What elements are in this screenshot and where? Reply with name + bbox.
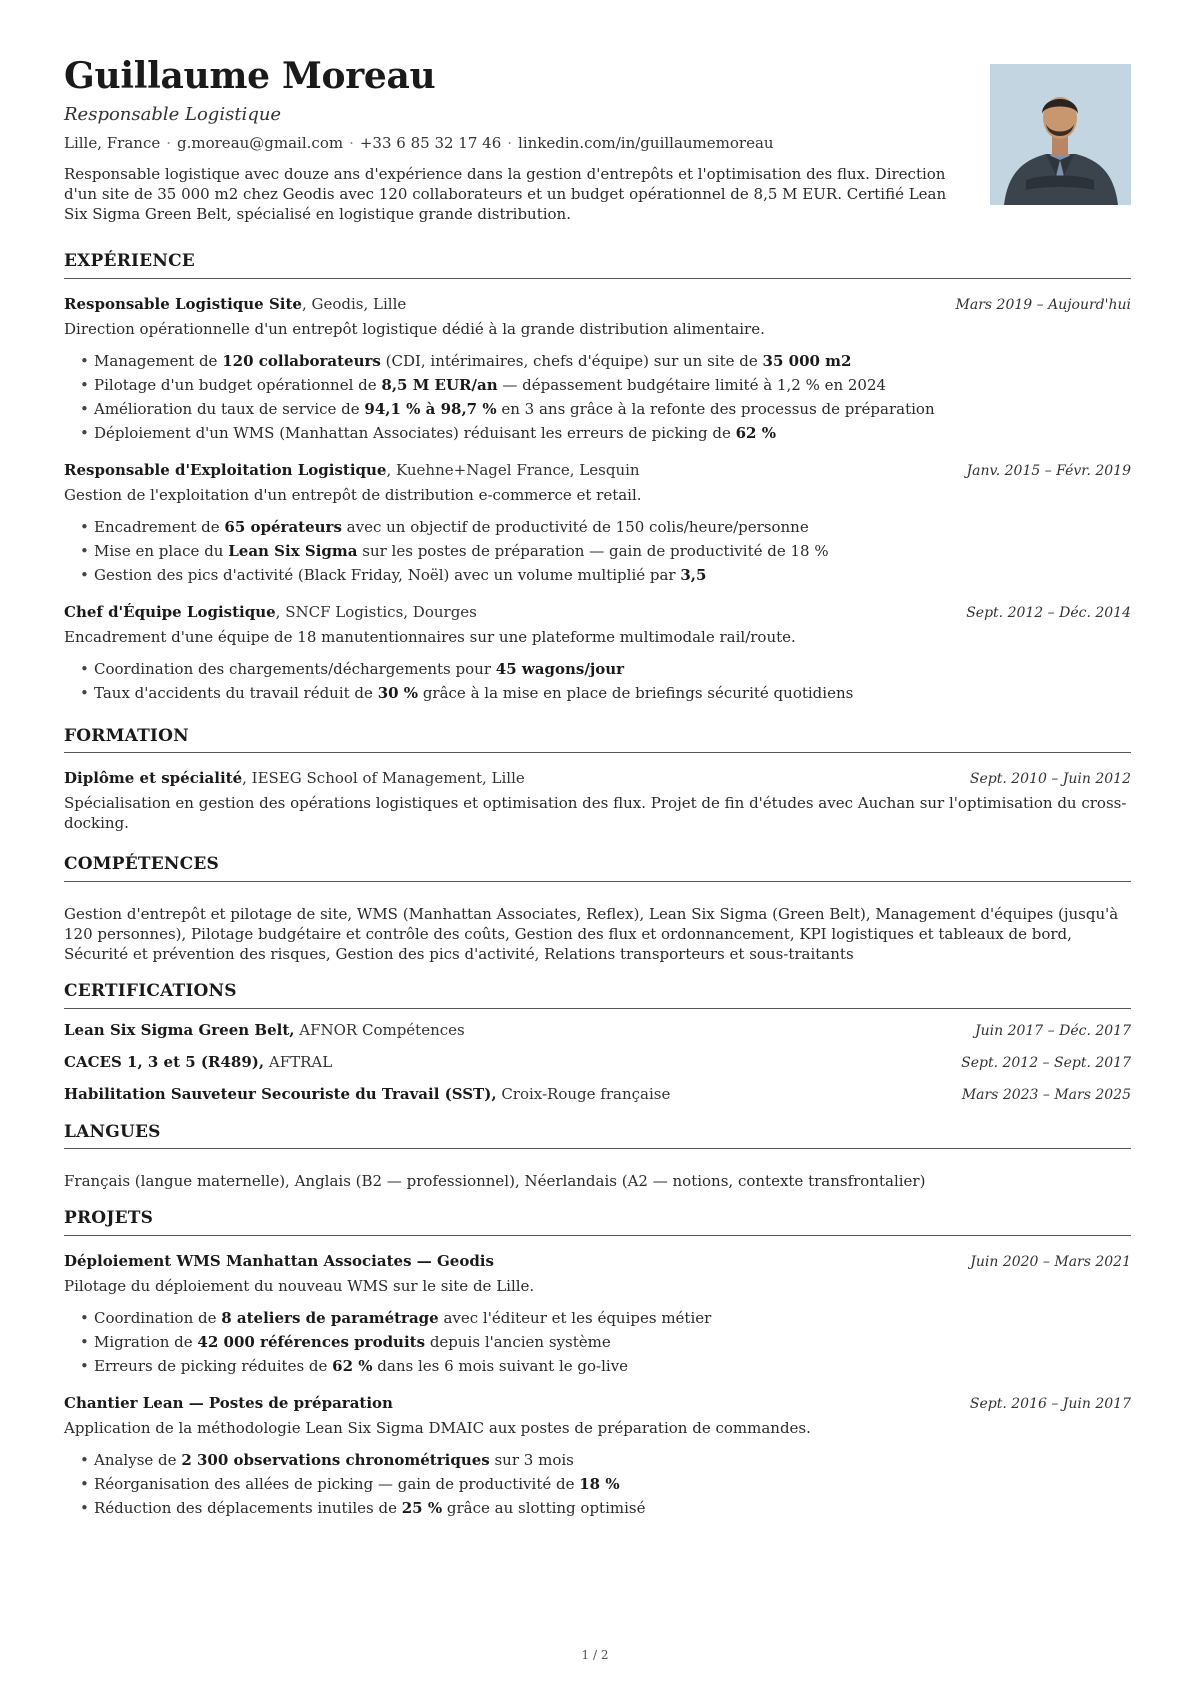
education-entries — [64, 768, 1131, 833]
entry-heading — [64, 1251, 494, 1271]
bullet-text: Coordination des chargements/déchargements pour — [94, 659, 496, 678]
contact-line — [64, 134, 1131, 152]
certification-entries — [64, 1020, 1131, 1105]
bullet-highlight: 65 opérateurs — [224, 517, 342, 536]
entry-header — [64, 1393, 1131, 1414]
bullet-item — [80, 349, 1131, 373]
bullet-highlight: 8,5 M EUR/an — [381, 375, 498, 394]
page-number: 1 / 2 — [581, 1648, 609, 1662]
entry-role: Responsable d'Exploitation Logistique — [64, 460, 387, 479]
entry-bullets — [80, 515, 1131, 587]
bullet-item — [80, 1472, 1131, 1496]
languages-heading: LANGUES — [64, 1123, 1131, 1150]
bullet-highlight: 2 300 observations chronométriques — [181, 1451, 490, 1470]
entry-header — [64, 294, 1131, 315]
bullet-text: Taux d'accidents du travail réduit de — [94, 683, 378, 702]
bullet-text: sur les postes de préparation — gain de productivité de 18 % — [357, 541, 829, 560]
bullet-text: avec un objectif de productivité de 150 colis/heure/personne — [341, 517, 809, 536]
certification-issuer: AFNOR Compétences — [294, 1020, 465, 1039]
bullet-highlight: Lean Six Sigma — [228, 541, 358, 560]
bullet-item — [80, 1448, 1131, 1472]
bullet-highlight: 18 % — [579, 1475, 620, 1494]
bullet-highlight: 45 wagons/jour — [495, 659, 625, 678]
bullet-highlight: 94,1 % à 98,7 % — [364, 399, 497, 418]
resume-page — [64, 55, 1131, 1520]
certification-entry — [64, 1084, 1131, 1105]
languages-text: Français (langue maternelle), Anglais (B2 — professionnel), Néerlandais (A2 — notions, contexte transfrontalier) — [64, 1172, 926, 1191]
bullet-text: — dépassement budgétaire limité à 1,2 % en 2024 — [497, 375, 887, 394]
skills-section — [64, 855, 1131, 964]
bullet-text: (CDI, intérimaires, chefs d'équipe) sur un site de — [380, 351, 763, 370]
entry-bullets — [80, 349, 1131, 445]
entry-role: Diplôme et spécialité — [64, 769, 243, 788]
bullet-item — [80, 1354, 1131, 1378]
certification-name: Habilitation Sauveteur Secouriste du Travail (SST), — [64, 1084, 497, 1103]
projects-section — [64, 1209, 1131, 1520]
project-entries — [64, 1251, 1131, 1520]
entry-organization: , SNCF Logistics, Dourges — [275, 602, 477, 621]
bullet-item — [80, 681, 1131, 705]
experience-heading: EXPÉRIENCE — [64, 252, 1131, 279]
contact-separator: · — [507, 134, 513, 152]
entry-date: Janv. 2015 – Févr. 2019 — [966, 462, 1131, 479]
bullet-highlight: 25 % — [401, 1499, 443, 1518]
bullet-text: sur 3 mois — [489, 1451, 574, 1470]
bullet-item — [80, 1496, 1131, 1520]
entry-heading — [64, 768, 525, 788]
bullet-item — [80, 421, 1131, 445]
certification-name: Lean Six Sigma Green Belt, — [64, 1020, 295, 1039]
certification-date: Sept. 2012 – Sept. 2017 — [961, 1054, 1131, 1071]
bullet-text: Réorganisation des allées de picking — gain de productivité de — [94, 1475, 580, 1494]
entry-bullets — [80, 1306, 1131, 1378]
education-heading: FORMATION — [64, 727, 1131, 754]
entry-bullets — [80, 1448, 1131, 1520]
entry-date: Sept. 2012 – Déc. 2014 — [966, 604, 1131, 621]
entry-organization: , Geodis, Lille — [301, 294, 407, 313]
bullet-text: grâce au slotting optimisé — [442, 1499, 646, 1518]
entry-role: Chef d'Équipe Logistique — [64, 602, 276, 621]
bullet-text: Coordination de — [94, 1309, 222, 1328]
entry-description: Pilotage du déploiement du nouveau WMS sur le site de Lille. — [64, 1277, 535, 1296]
job-title: Responsable Logistique — [64, 104, 282, 125]
entry-role: Déploiement WMS Manhattan Associates — Geodis — [64, 1252, 494, 1271]
contact-item: g.moreau@gmail.com — [177, 134, 344, 152]
profile-photo — [990, 64, 1131, 205]
skills-text: Gestion d'entrepôt et pilotage de site, WMS (Manhattan Associates, Reflex), Lean Six Sigma (Green Belt), Management d'équipes (jusqu'à 120 personnes), Pilotage budgétaire et contrôle des coûts, Gestion des flux et ordonnancement, KPI logistiques et tableaux de bord, Sécurité et prévention des risques, Gestion des pics d'activité, Relations transporteurs et sous-traitants — [64, 905, 1119, 964]
bullet-text: grâce à la mise en place de briefings sécurité quotidiens — [418, 683, 854, 702]
bullet-item — [80, 539, 1131, 563]
bullet-text: depuis l'ancien système — [425, 1333, 611, 1352]
project-entry — [64, 1251, 1131, 1378]
entry-date: Mars 2019 – Aujourd'hui — [955, 296, 1131, 313]
bullet-highlight: 120 collaborateurs — [222, 351, 381, 370]
entry-description: Direction opérationnelle d'un entrepôt logistique dédié à la grande distribution alimentaire. — [64, 319, 765, 338]
contact-item: linkedin.com/in/guillaumemoreau — [518, 134, 774, 152]
bullet-text: dans les 6 mois suivant le go-live — [372, 1357, 629, 1376]
bullet-highlight: 8 ateliers de paramétrage — [221, 1309, 439, 1328]
entry-header — [64, 602, 1131, 623]
bullet-text: avec l'éditeur et les équipes métier — [438, 1309, 712, 1328]
certification-date: Mars 2023 – Mars 2025 — [961, 1086, 1131, 1103]
certification-issuer: Croix-Rouge française — [496, 1084, 671, 1103]
entry-date: Sept. 2016 – Juin 2017 — [969, 1396, 1131, 1413]
entry-heading — [64, 602, 477, 622]
bullet-item — [80, 1306, 1131, 1330]
experience-entry — [64, 602, 1131, 705]
experience-entries — [64, 294, 1131, 705]
bullet-text: Migration de — [94, 1333, 198, 1352]
entry-description: Application de la méthodologie Lean Six Sigma DMAIC aux postes de préparation de commandes. — [64, 1419, 811, 1438]
education-section — [64, 727, 1131, 834]
certifications-section — [64, 982, 1131, 1105]
bullet-text: Pilotage d'un budget opérationnel de — [94, 375, 382, 394]
bullet-item — [80, 563, 1131, 587]
certification-date: Juin 2017 – Déc. 2017 — [975, 1022, 1131, 1039]
bullet-text: Encadrement de — [94, 517, 225, 536]
contact-separator: · — [349, 134, 354, 152]
bullet-item — [80, 515, 1131, 539]
profile-summary: Responsable logistique avec douze ans d'expérience dans la gestion d'entrepôts et l'optimisation des flux. Direction d'un site de 35 000 m2 chez Geodis avec 120 collaborateurs et un budget opérationnel de 8,5 M EUR. Certifié Lean Six Sigma Green Belt, spécialisé en logistique grande distribution. — [64, 165, 947, 223]
certification-heading — [64, 1052, 332, 1072]
bullet-text: en 3 ans grâce à la refonte des processus de préparation — [496, 399, 935, 418]
certification-issuer: AFTRAL — [264, 1052, 333, 1071]
projects-heading: PROJETS — [64, 1209, 1131, 1236]
bullet-text: Amélioration du taux de service de — [94, 399, 365, 418]
experience-section — [64, 252, 1131, 705]
bullet-text: Analyse de — [94, 1451, 182, 1470]
contact-separator: · — [166, 134, 172, 152]
languages-section — [64, 1123, 1131, 1192]
bullet-item — [80, 373, 1131, 397]
bullet-text: Management de — [94, 351, 223, 370]
certification-heading — [64, 1020, 465, 1040]
entry-bullets — [80, 657, 1131, 705]
bullet-item — [80, 657, 1131, 681]
certification-heading — [64, 1084, 670, 1104]
entry-header — [64, 1251, 1131, 1272]
entry-organization: , IESEG School of Management, Lille — [242, 769, 525, 788]
entry-role: Chantier Lean — Postes de préparation — [64, 1394, 393, 1413]
bullet-highlight: 62 % — [735, 423, 776, 442]
bullet-text: Erreurs de picking réduites de — [94, 1357, 333, 1376]
candidate-name: Guillaume Moreau — [64, 55, 436, 97]
certification-entry — [64, 1052, 1131, 1073]
bullet-item — [80, 397, 1131, 421]
bullet-text: Gestion des pics d'activité (Black Friday, Noël) avec un volume multiplié par — [94, 565, 681, 584]
education-entry — [64, 768, 1131, 833]
certification-name: CACES 1, 3 et 5 (R489), — [64, 1052, 265, 1071]
entry-organization: , Kuehne+Nagel France, Lesquin — [386, 460, 640, 479]
entry-date: Sept. 2010 – Juin 2012 — [969, 771, 1131, 788]
certification-entry — [64, 1020, 1131, 1041]
entry-heading — [64, 460, 640, 480]
entry-description: Spécialisation en gestion des opérations logistiques et optimisation des flux. Projet de fin d'études avec Auchan sur l'optimisation du cross-docking. — [64, 794, 1127, 833]
bullet-highlight: 3,5 — [680, 565, 707, 584]
skills-heading: COMPÉTENCES — [64, 855, 1131, 882]
entry-date: Juin 2020 – Mars 2021 — [970, 1254, 1131, 1271]
bullet-text: Déploiement d'un WMS (Manhattan Associates) réduisant les erreurs de picking de — [94, 423, 736, 442]
bullet-highlight: 30 % — [377, 683, 419, 702]
entry-role: Responsable Logistique Site — [64, 294, 302, 313]
profile-photo-image — [990, 64, 1131, 205]
project-entry — [64, 1393, 1131, 1520]
contact-item: Lille, France — [64, 134, 161, 152]
entry-header — [64, 768, 1131, 789]
certifications-heading: CERTIFICATIONS — [64, 982, 1131, 1009]
bullet-highlight: 42 000 références produits — [197, 1333, 426, 1352]
entry-heading — [64, 1393, 393, 1413]
bullet-highlight: 62 % — [332, 1357, 373, 1376]
entry-description: Gestion de l'exploitation d'un entrepôt de distribution e-commerce et retail. — [64, 485, 642, 504]
bullet-text: Réduction des déplacements inutiles de — [94, 1499, 402, 1518]
bullet-item — [80, 1330, 1131, 1354]
resume-header — [64, 55, 1131, 230]
contact-item: +33 6 85 32 17 46 — [359, 134, 502, 152]
bullet-text: Mise en place du — [94, 541, 229, 560]
bullet-highlight: 35 000 m2 — [762, 351, 852, 370]
entry-heading — [64, 294, 406, 314]
entry-description: Encadrement d'une équipe de 18 manutentionnaires sur une plateforme multimodale rail/route. — [64, 627, 796, 646]
experience-entry — [64, 294, 1131, 445]
experience-entry — [64, 460, 1131, 587]
entry-header — [64, 460, 1131, 481]
